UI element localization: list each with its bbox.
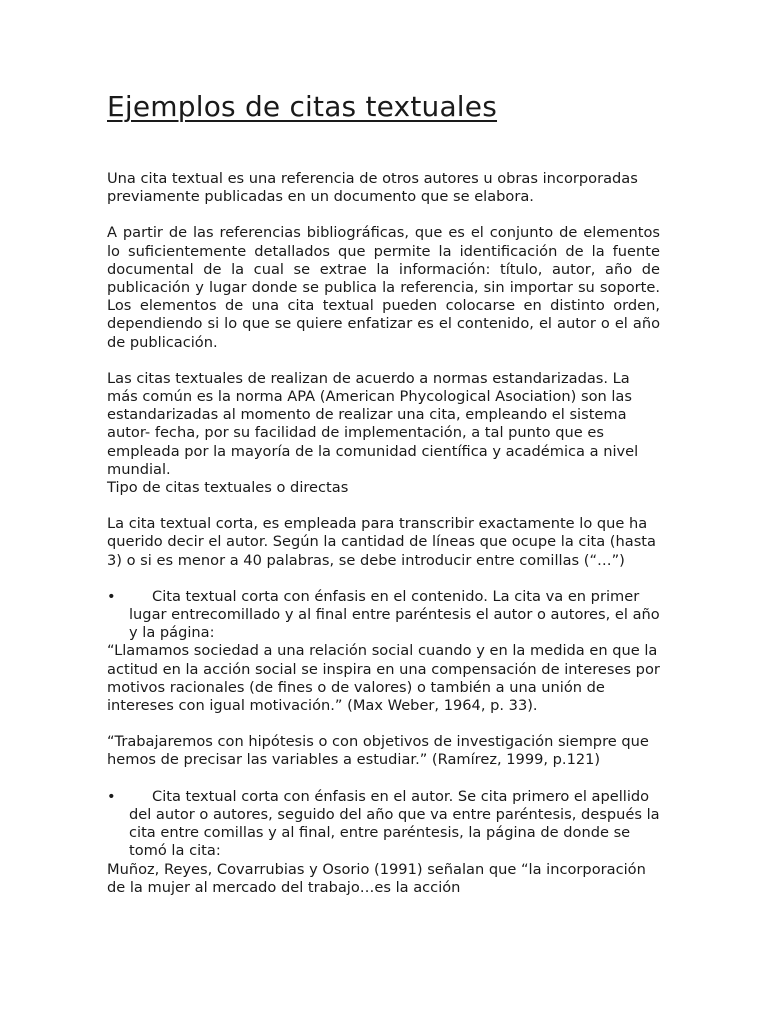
spacer <box>107 715 660 733</box>
document-page <box>107 88 660 897</box>
list-item <box>107 788 660 861</box>
bullet-author-emphasis: Cita textual corta con énfasis en el autor. Se cita primero el apellido del autor o autores, seguido del año que va entre paréntesis, después la cita entre comillas y al final, entre paréntesis, la página de donde se tomó la cita: <box>129 787 660 860</box>
spacer <box>107 497 660 515</box>
spacer <box>107 206 660 224</box>
bullet-icon: • <box>107 787 116 805</box>
paragraph-munoz: Muñoz, Reyes, Covarrubias y Osorio (1991) señalan que “la incorporación de la mujer al mercado del trabajo…es la acción <box>107 860 646 896</box>
paragraph-short-quote: La cita textual corta, es empleada para transcribir exactamente lo que ha querido decir el autor. Según la cantidad de líneas que ocupe la cita (hasta 3) o si es menor a 40 palabras, se debe introducir entre comillas (“…”) <box>107 515 656 569</box>
paragraph-apa: Las citas textuales de realizan de acuerdo a normas estandarizadas. La más común es la norma APA (American Phycological Asociation) son las estandarizadas al momento de realizar una cita, empleando el sistema autor- fecha, por su facilidad de implementación, a tal punto que es empleada por la mayoría de la comunidad científica y académica a nivel mundial. <box>107 369 639 478</box>
spacer <box>107 770 660 788</box>
spacer <box>107 352 660 370</box>
page-title: Ejemplos de citas textuales <box>107 90 498 123</box>
list-item-text <box>129 588 660 643</box>
bullet-icon: • <box>107 587 116 605</box>
subheading-types: Tipo de citas textuales o directas <box>107 479 349 497</box>
list-item <box>107 588 660 643</box>
bullet-content-emphasis: Cita textual corta con énfasis en el contenido. La cita va en primer lugar entrecomillado y al final entre paréntesis el autor o autores, el año y la página: <box>129 587 660 642</box>
quote-weber: “Llamamos sociedad a una relación social cuando y en la medida en que la actitud en la acción social se inspira en una compensación de intereses por motivos racionales (de fines o de valores) o también a una unión de intereses con igual motivación.” (Max Weber, 1964, p. 33). <box>107 642 660 715</box>
quote-ramirez: “Trabajaremos con hipótesis o con objetivos de investigación siempre que hemos de precisar las variables a estudiar.” (Ramírez, 1999, p.121) <box>107 733 649 769</box>
list-item-text <box>129 788 660 861</box>
spacer <box>107 570 660 588</box>
paragraph-intro: Una cita textual es una referencia de otros autores u obras incorporadas previamente publicadas en un documento que se elabora. <box>107 170 638 206</box>
paragraph-references: A partir de las referencias bibliográficas, que es el conjunto de elementos lo suficientemente detallados que permite la identificación de la fuente documental de la cual se extrae la información: título, autor, año de publicación y lugar donde se publica la referencia, sin importar su soporte. Los elementos de una cita textual pueden colocarse en distinto orden, dependiendo si lo que se quiere enfatizar es el contenido, el autor o el año de publicación. <box>107 224 660 351</box>
